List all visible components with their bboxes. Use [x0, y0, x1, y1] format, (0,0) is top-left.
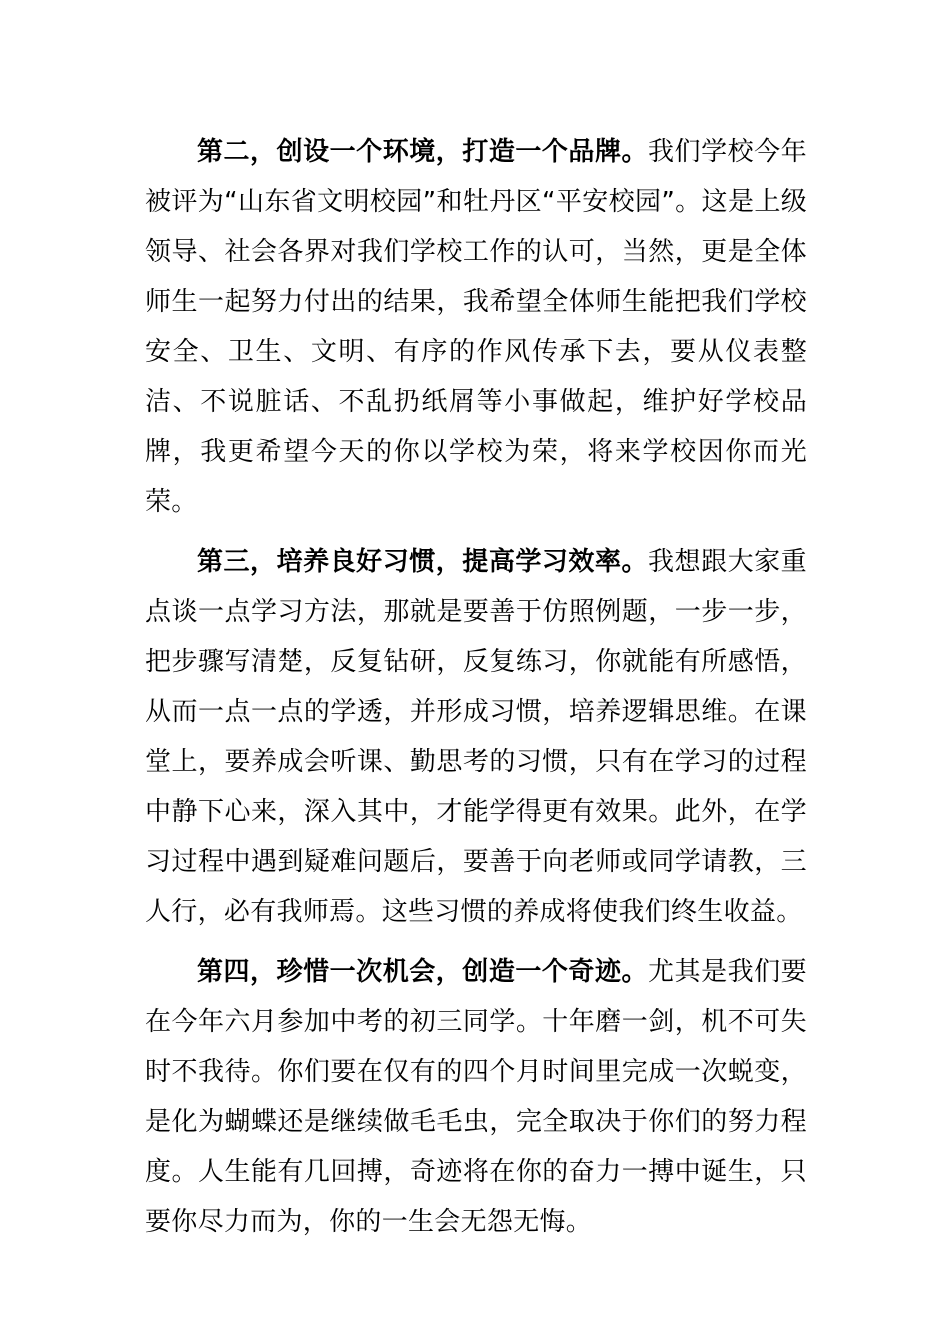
paragraph-lead: 第二，创设一个环境，打造一个品牌。 — [197, 137, 649, 167]
paragraph-lead: 第三，培养良好习惯，提高学习效率。 — [197, 547, 649, 577]
paragraph-lead: 第四，珍惜一次机会，创造一个奇迹。 — [197, 957, 649, 987]
paragraph-body: 我想跟大家重点谈一点学习方法，那就是要善于仿照例题，一步一步，把步骤写清楚，反复钻研，反复练习，你就能有所感悟，从而一点一点的学透，并形成习惯，培养逻辑思维。在课堂上，要养成会听课、勤思考的习惯，只有在学习的过程中静下心来，深入其中，才能学得更有效果。此外，在学习过程中遇到疑难问题后，要善于向老师或同学请教，三人行，必有我师焉。这些习惯的养成将使我们终生收益。 — [145, 547, 807, 927]
paragraph-body: 尤其是我们要在今年六月参加中考的初三同学。十年磨一剑，机不可失时不我待。你们要在仅有的四个月时间里完成一次蜕变，是化为蝴蝶还是继续做毛毛虫，完全取决于你们的努力程度。人生能有几回搏，奇迹将在你的奋力一搏中诞生，只要你尽力而为，你的一生会无怨无悔。 — [145, 957, 807, 1237]
paragraph-fourth-point — [145, 947, 807, 1247]
paragraph-third-point — [145, 537, 807, 937]
paragraph-body: 我们学校今年被评为“山东省文明校园”和牡丹区“平安校园”。这是上级领导、社会各界对我们学校工作的认可，当然，更是全体师生一起努力付出的结果，我希望全体师生能把我们学校安全、卫生、文明、有序的作风传承下去，要从仪表整洁、不说脏话、不乱扔纸屑等小事做起，维护好学校品牌，我更希望今天的你以学校为荣，将来学校因你而光荣。 — [145, 137, 807, 517]
paragraph-second-point — [145, 127, 807, 527]
document-page — [145, 127, 807, 1247]
